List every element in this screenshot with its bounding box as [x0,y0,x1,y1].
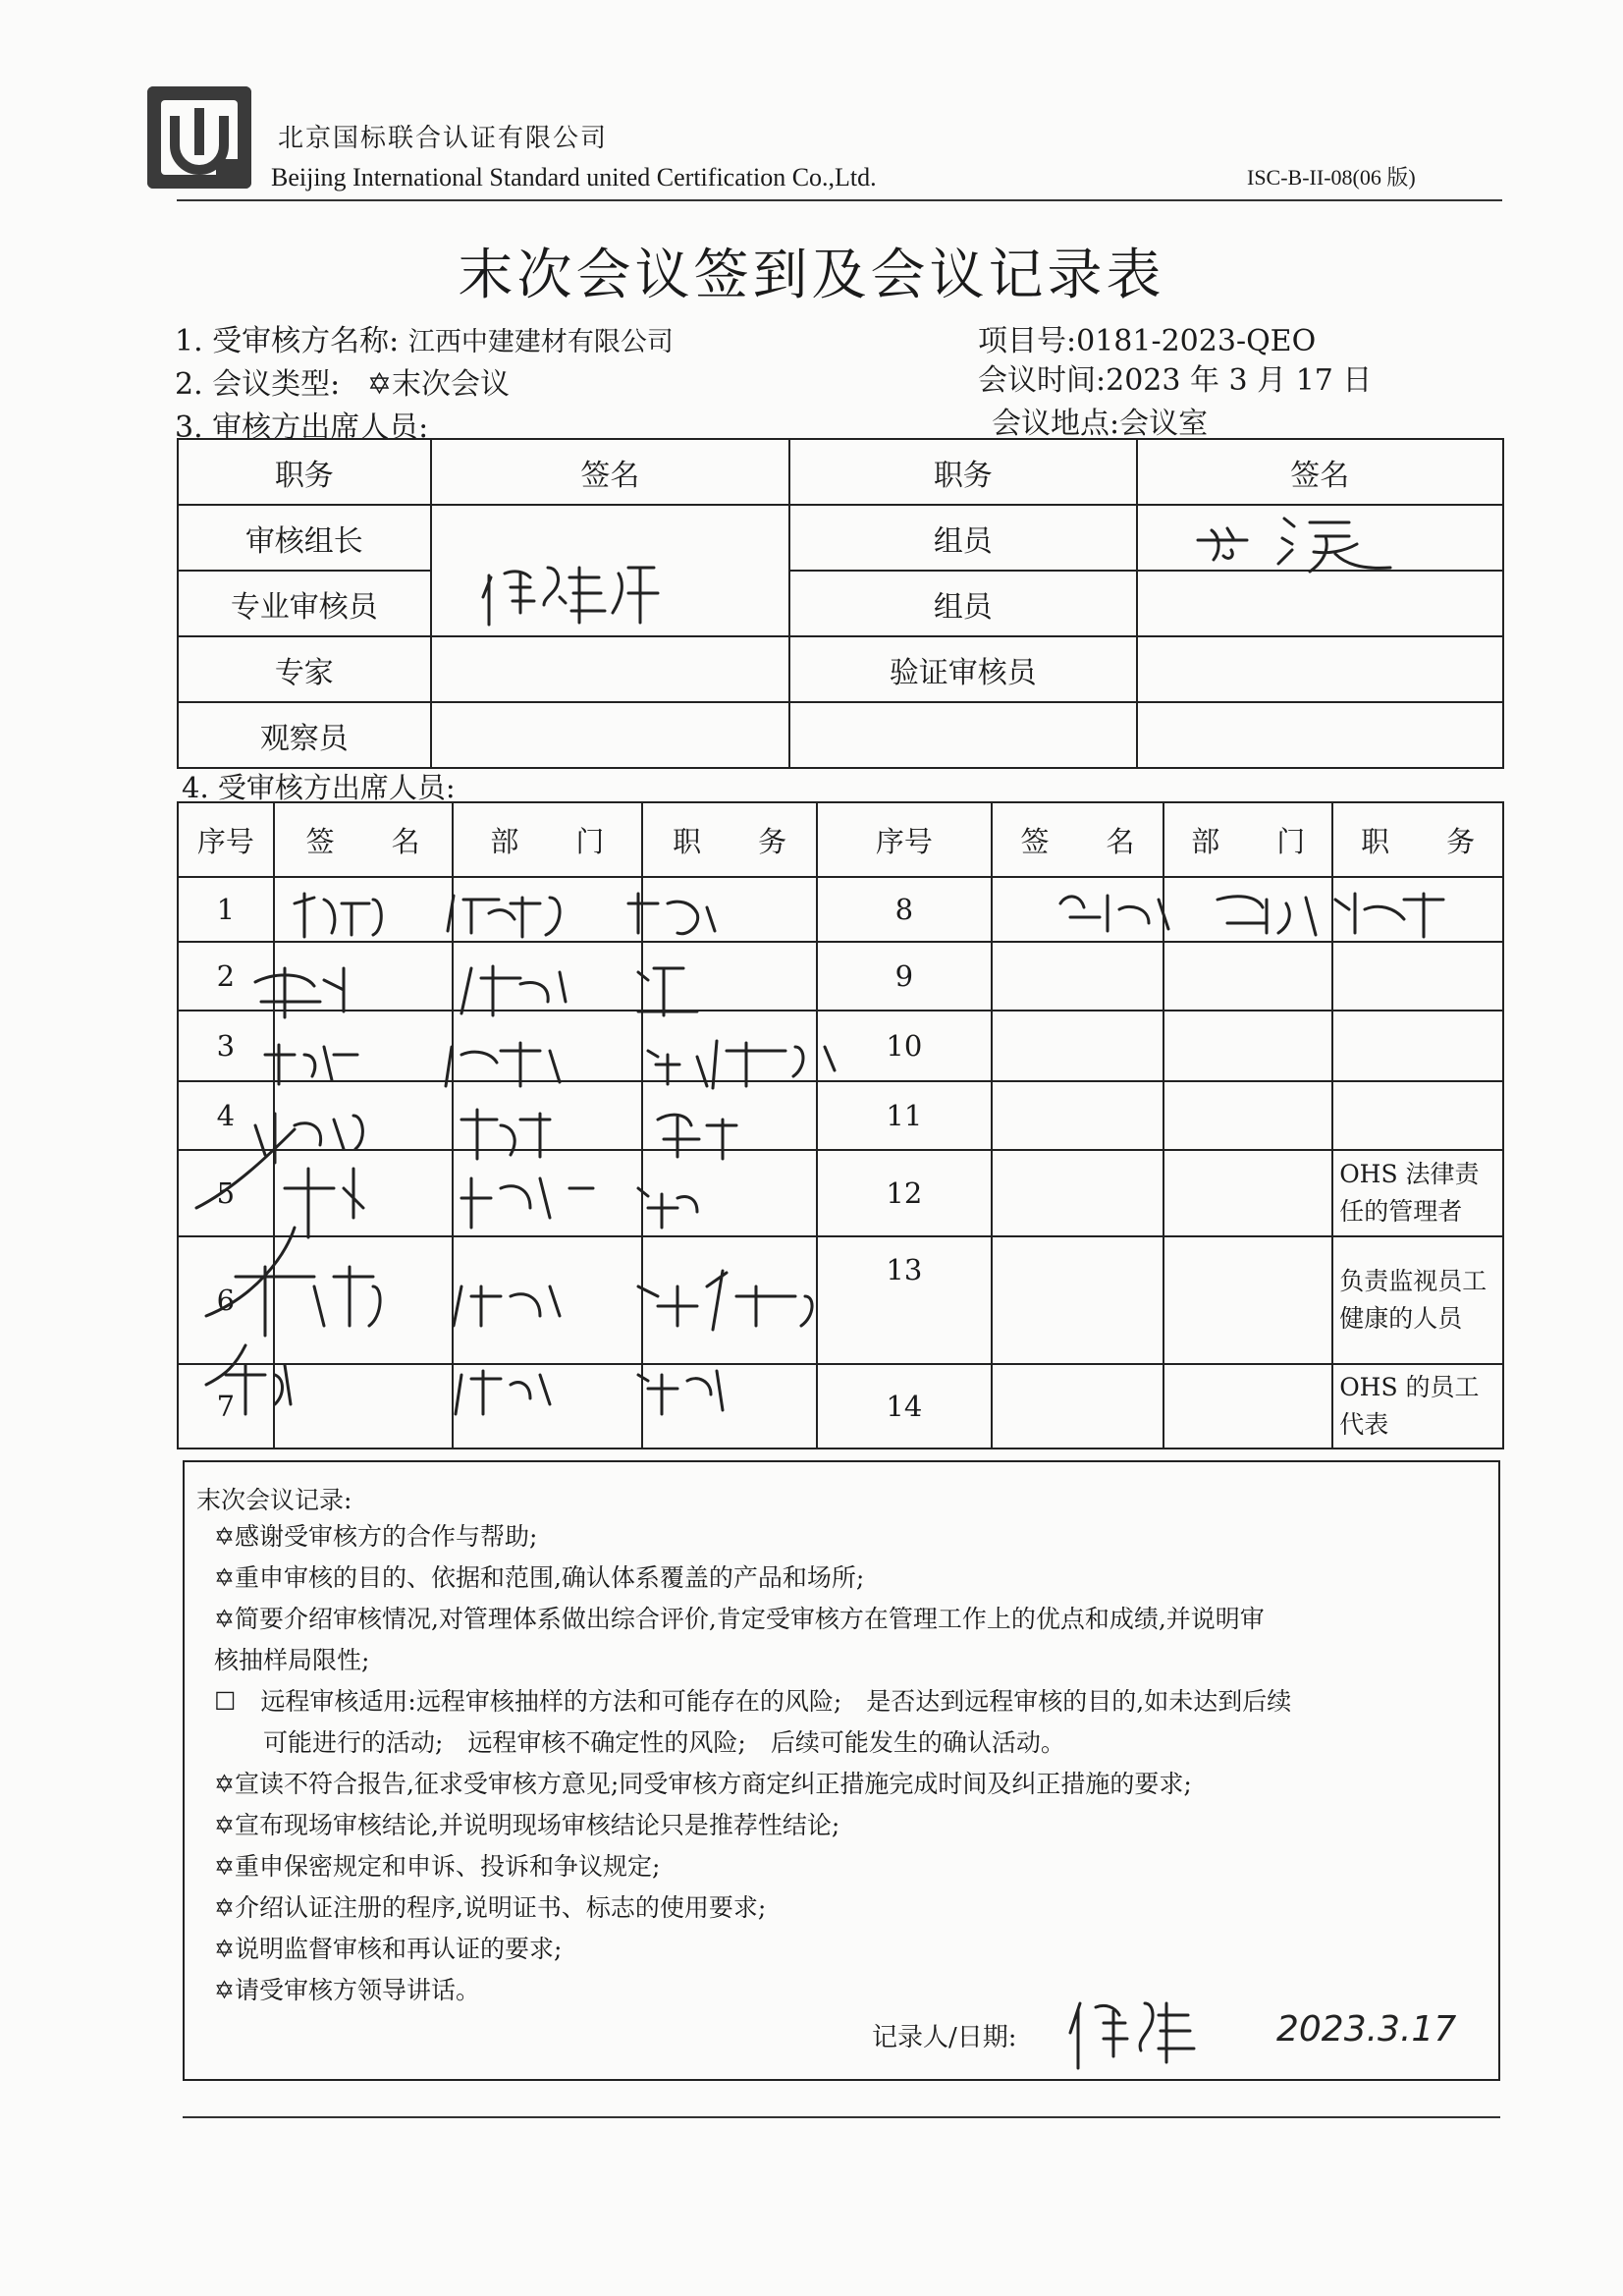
seq-cell: 2 [178,942,274,1011]
minutes-item: 核抽样局限性; [214,1646,370,1674]
header-position: 职 务 [642,802,817,877]
ohs-legal-note: OHS 法律责任的管理者 [1332,1150,1503,1236]
project-value: 0181-2023-QEO [1076,324,1317,358]
auditor-attendees-label: 3. 审核方出席人员: [175,410,429,445]
audit-team-table [177,438,1504,769]
recorder-date-label: 记录人/日期: [872,2023,1017,2052]
minutes-item: ✡说明监督审核和再认证的要求; [214,1935,563,1963]
minutes-item: ✡介绍认证注册的程序,说明证书、标志的使用要求; [214,1893,767,1922]
seq-cell: 10 [817,1011,992,1081]
auditee-name-line [175,316,674,359]
meeting-type-value: ✡末次会议 [366,367,510,402]
meeting-time-label: 会议时间: [978,363,1107,398]
meeting-type-line [175,359,510,403]
handwritten-entries-icon [177,874,1504,1463]
handwritten-signature-icon [1188,503,1414,581]
seq-cell: 1 [178,877,274,942]
role-cell: 观察员 [178,702,431,768]
seq-cell: 5 [178,1150,274,1236]
role-cell: 组员 [789,571,1136,636]
role-cell: 专业审核员 [178,571,431,636]
minutes-item: ✡宣读不符合报告,征求受审核方意见;同受审核方商定纠正措施完成时间及纠正措施的要求; [214,1770,1192,1798]
role-cell [789,702,1136,768]
signature-cell [1137,636,1503,702]
role-cell: 审核组长 [178,505,431,571]
page-title: 末次会议签到及会议记录表 [458,244,1165,307]
recorder-date: 2023.3.17 [1276,2009,1457,2050]
role-cell: 组员 [789,505,1136,571]
seq-cell: 14 [817,1364,992,1449]
auditee-label: 1. 受审核方名称: [175,324,400,358]
footer-divider [183,2116,1500,2118]
seq-cell: 7 [178,1364,274,1449]
project-number-line [978,316,1316,359]
meeting-time-line [978,355,1372,399]
table-header-row [178,439,1503,505]
seq-cell: 11 [817,1081,992,1150]
minutes-item: ✡请受审核方领导讲话。 [214,1976,480,2004]
handwritten-signature-icon [471,538,687,636]
seq-cell: 4 [178,1081,274,1150]
header-position: 职 务 [1332,802,1503,877]
minutes-item: ✡简要介绍审核情况,对管理体系做出综合评价,肯定受审核方在管理工作上的优点和成绩,并说明审 [214,1605,1265,1633]
table-row [178,636,1503,702]
location-value: 会议室 [1119,407,1209,441]
company-name-en: Beijing International Standard united Certification Co.,Ltd. [271,163,877,191]
header-seq: 序号 [178,802,274,877]
minutes-item: ✡重申保密规定和申诉、投诉和争议规定; [214,1852,661,1881]
isc-logo-icon [147,86,251,189]
role-cell: 验证审核员 [789,636,1136,702]
meeting-location-line [992,399,1208,442]
project-label: 项目号: [978,324,1077,358]
header-signature: 签 名 [992,802,1164,877]
signature-cell [431,636,789,702]
header-role: 职务 [789,439,1136,505]
seq-cell: 3 [178,1011,274,1081]
header-signature: 签名 [1137,439,1503,505]
health-monitor-note: 负责监视员工健康的人员 [1332,1236,1503,1364]
form-code: ISC-B-II-08(06 版) [1247,165,1416,190]
ohs-employee-rep-note: OHS 的员工代表 [1332,1364,1503,1449]
header-seq: 序号 [817,802,992,877]
role-cell: 专家 [178,636,431,702]
header-signature: 签 名 [274,802,453,877]
header-department: 部 门 [453,802,643,877]
header-signature: 签名 [431,439,789,505]
table-header-row [178,802,1503,877]
location-label: 会议地点: [992,407,1120,441]
header-department: 部 门 [1163,802,1332,877]
header-divider [177,199,1502,201]
header-role: 职务 [178,439,431,505]
meeting-type-label: 2. 会议类型: [175,367,341,402]
table-row [178,702,1503,768]
company-name-cn: 北京国标联合认证有限公司 [278,124,609,153]
auditee-value: 江西中建建材有限公司 [407,327,674,357]
seq-cell: 13 [817,1236,992,1364]
minutes-item: ✡重申审核的目的、依据和范围,确认体系覆盖的产品和场所; [214,1563,865,1592]
meeting-time-value: 2023 年 3 月 17 日 [1106,363,1373,398]
minutes-item: 可能进行的活动; 远程审核不确定性的风险; 后续可能发生的确认活动。 [214,1728,1065,1757]
recorder-signature-icon [1060,1984,1217,2082]
seq-cell: 6 [178,1236,274,1364]
signature-cell [1137,702,1503,768]
auditee-attendees-label: 4. 受审核方出席人员: [182,771,456,804]
minutes-item: ✡感谢受审核方的合作与帮助; [214,1522,538,1551]
seq-cell: 8 [817,877,992,942]
minutes-title: 末次会议记录: [196,1486,352,1514]
minutes-checkbox-item: ☐ 远程审核适用:远程审核抽样的方法和可能存在的风险; 是否达到远程审核的目的,如未达到后续 [214,1687,1292,1716]
seq-cell: 9 [817,942,992,1011]
seq-cell: 12 [817,1150,992,1236]
signature-cell [431,702,789,768]
minutes-item: ✡宣布现场审核结论,并说明现场审核结论只是推荐性结论; [214,1811,840,1839]
